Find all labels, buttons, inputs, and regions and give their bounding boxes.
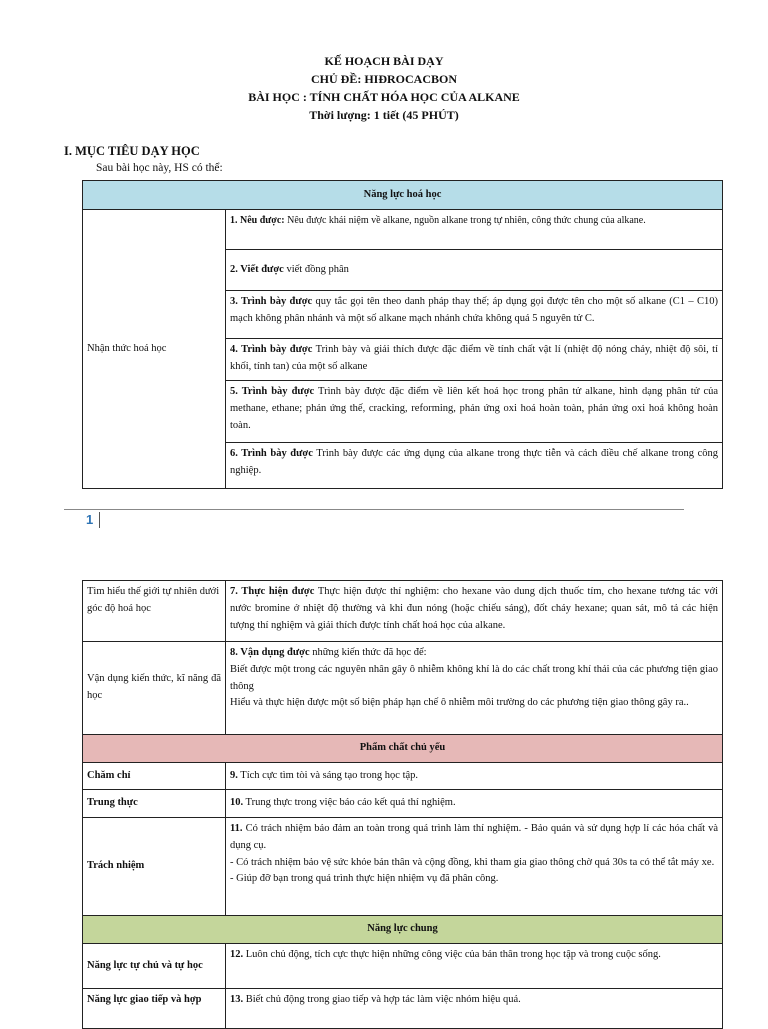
- objective-text: Hiểu và thực hiện được một số biện pháp hạn chế ô nhiễm môi trường do các phương tiện giao thông gây ra..: [230, 697, 689, 709]
- objective-text: Luôn chủ động, tích cực thực hiện những công việc của bản thân trong học tập và trong cuộc sống.: [243, 949, 661, 960]
- objective-item: [226, 250, 723, 291]
- row-label-apply-knowledge: Vận dụng kiến thức, kĩ năng đã học: [83, 642, 226, 735]
- objective-text: Biết chủ động trong giao tiếp và hợp tác làm việc nhóm hiệu quả.: [243, 994, 521, 1005]
- page-number: 1: [86, 512, 94, 527]
- objective-number: 12.: [230, 949, 244, 960]
- objective-item: [226, 210, 723, 250]
- objective-text: Thực hiện được thí nghiệm: cho hexane vào dung dịch thuốc tím, cho hexane tương tác với nước bromine ở nhiệt độ thường và khi đun nóng (hoặc chiếu sáng), đốt cháy hexane; quan sát, mô tả các hiện tượng thí nghiệm và giải thích được tính chất hoá học của alkane.: [230, 586, 718, 631]
- objective-text: Biết được một trong các nguyên nhân gây ô nhiễm không khí là do các chất trong khí thải của các phương tiện giao thông: [230, 663, 718, 692]
- objective-number: 8. Vận dụng được: [230, 647, 310, 658]
- objective-text: Trình bày được đặc điểm về liên kết hoá học trong phân tử alkane, hình dạng phân tử của methane, ethane; phản ứng thế, cracking, reforming, phản ứng oxi hoá hoàn toàn, phản ứng oxi hoá không hoàn toàn.: [230, 386, 719, 431]
- objective-number: 7. Thực hiện được: [230, 586, 315, 597]
- objective-text: quy tắc gọi tên theo danh pháp thay thế; áp dụng gọi được tên cho một số alkane (C1 – C10) mạch không phân nhánh và một số alkane mạch nhánh chứa không quá 5 nguyên tử C.: [230, 296, 719, 324]
- objective-text: Trình bày được các ứng dụng của alkane trong thực tiễn và cách điều chế alkane trong công nghiệp.: [230, 448, 719, 476]
- objective-text: Tích cực tìm tòi và sáng tạo trong học tập.: [237, 769, 419, 781]
- objective-item: [226, 818, 723, 916]
- objective-number: 10.: [230, 797, 244, 809]
- objective-item: [226, 989, 723, 1029]
- row-label-explore-nature: Tìm hiểu thế giới tự nhiên dưới góc độ hoá học: [83, 581, 226, 642]
- banner-general-competence: Năng lực chung: [83, 916, 723, 944]
- lesson-title: BÀI HỌC : TÍNH CHẤT HÓA HỌC CỦA ALKANE: [248, 90, 520, 104]
- objective-item: [226, 443, 723, 489]
- objective-item: [226, 790, 723, 818]
- objective-item: [226, 381, 723, 443]
- row-label-communication: Năng lực giao tiếp và hợp: [83, 989, 226, 1029]
- objective-text: Trình bày và giải thích được đặc điểm về tính chất vật lí (nhiệt độ nóng chảy, nhiệt độ sôi, tỉ khối, tính tan) của một số alkane: [230, 344, 719, 372]
- objective-text: Trung thực trong việc báo cáo kết quả thí nghiệm.: [243, 797, 456, 809]
- objective-text: những kiến thức đã học để:: [309, 647, 427, 658]
- objective-number: 13.: [230, 994, 244, 1005]
- objective-item: [226, 642, 723, 735]
- objective-number: 4. Trình bày được: [230, 344, 313, 355]
- objectives-table-2: [82, 580, 723, 1029]
- objective-item: [226, 581, 723, 642]
- topic-title: CHỦ ĐỀ: HIĐROCACBON: [310, 72, 457, 86]
- objective-number: 9.: [230, 769, 238, 781]
- plan-title: KẾ HOẠCH BÀI DẠY: [324, 54, 444, 68]
- objective-number: 6. Trình bày được: [230, 448, 313, 459]
- objective-item: [226, 763, 723, 790]
- objective-number: 5. Trình bày được: [230, 386, 315, 397]
- objective-item: [226, 291, 723, 339]
- row-label-chemistry-awareness: Nhận thức hoá học: [83, 210, 226, 489]
- banner-core-qualities: Phẩm chất chủ yếu: [83, 735, 723, 763]
- objective-item: [226, 944, 723, 989]
- row-label-diligence: Chăm chỉ: [83, 763, 226, 790]
- objective-number: 3. Trình bày được: [230, 296, 313, 307]
- row-label-self-study: Năng lực tự chủ và tự học: [83, 944, 226, 989]
- objective-text: - Giúp đỡ bạn trong quá trình thực hiện nhiệm vụ đã phân công.: [230, 873, 499, 885]
- duration-title: Thời lượng: 1 tiết (45 PHÚT): [309, 108, 459, 122]
- page-number-bar: [99, 512, 100, 528]
- section-intro: Sau bài học này, HS có thể:: [96, 162, 223, 174]
- objective-text: Nêu được khái niệm về alkane, nguồn alkane trong tự nhiên, công thức chung của alkane.: [284, 215, 646, 226]
- objective-number: 2. Viết được: [230, 263, 284, 275]
- row-label-responsibility: Trách nhiệm: [83, 818, 226, 916]
- objective-text: viết đồng phân: [283, 263, 349, 275]
- page-divider: [64, 509, 684, 510]
- objectives-table-1: [82, 180, 723, 489]
- objective-text: Có trách nhiệm bảo đảm an toàn trong quá trình làm thí nghiệm. - Bảo quản và sử dụng hợp lí các hóa chất và dụng cụ.: [230, 823, 718, 851]
- objective-text: - Có trách nhiệm bảo vệ sức khỏe bản thân và cộng đồng, khi tham gia giao thông chờ quá 30s ta có thể tắt máy xe.: [230, 856, 715, 868]
- row-label-honesty: Trung thực: [83, 790, 226, 818]
- objective-item: [226, 339, 723, 381]
- objective-number: 1. Nêu được:: [230, 215, 285, 226]
- section-heading: I. MỤC TIÊU DẠY HỌC: [64, 144, 200, 158]
- objective-number: 11.: [230, 823, 243, 834]
- banner-chemistry-competence: Năng lực hoá học: [83, 181, 723, 210]
